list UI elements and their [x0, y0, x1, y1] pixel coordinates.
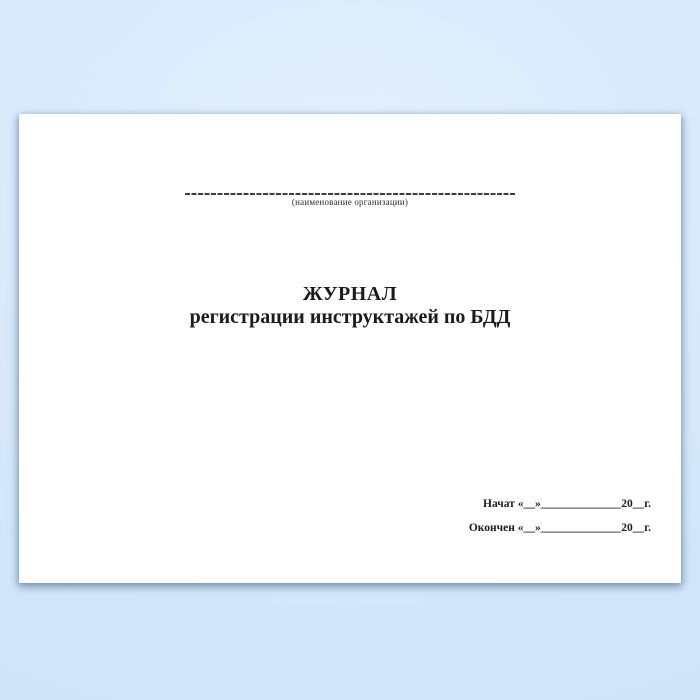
journal-title-line1: ЖУРНАЛ	[302, 283, 398, 305]
journal-title	[19, 283, 681, 329]
date-finished-line: Окончен «__»______________20__г.	[468, 522, 651, 534]
journal-cover-page	[19, 114, 681, 583]
journal-title-line2: регистрации инструктажей по БДД	[189, 306, 511, 328]
journal-dates-block	[469, 492, 651, 540]
organization-name-block	[19, 193, 681, 207]
organization-name-blank-line	[185, 193, 515, 195]
organization-name-caption: (наименование организации)	[291, 196, 409, 207]
date-started-line: Начат «__»______________20__г.	[483, 498, 651, 510]
